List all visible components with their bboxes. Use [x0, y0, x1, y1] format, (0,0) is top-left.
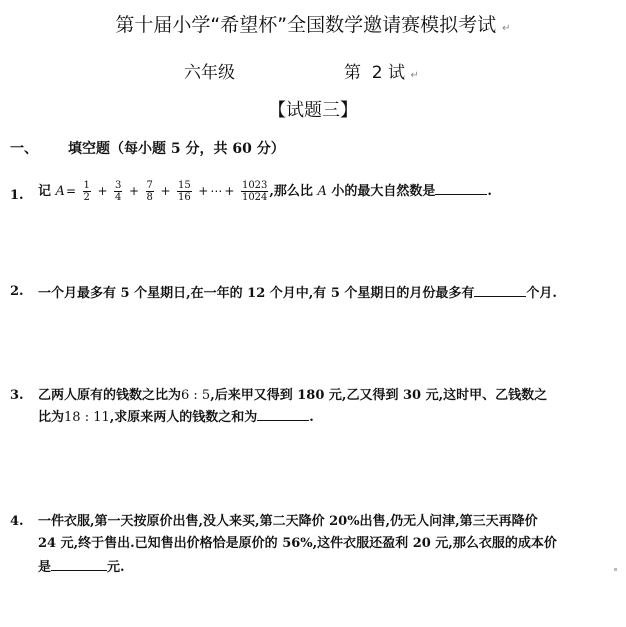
q2-text: 一个月最多有 5 个星期日,在一年的 12 个月中,有 5 个星期日的月份最多有 [38, 286, 475, 301]
q1-fraction: $\frac{1}{2}$ [83, 180, 90, 203]
question-2-number: 2. [10, 284, 24, 299]
question-3-number: 3. [10, 388, 24, 403]
question-1-number: 1. [10, 188, 24, 203]
q3-end: . [309, 410, 314, 425]
q1-fraction: $\frac{7}{8}$ [146, 180, 153, 203]
grade-label: 六年级 [184, 63, 235, 83]
q1-end: . [487, 184, 492, 199]
q1-plus: + [128, 184, 139, 198]
session-label [344, 58, 419, 83]
q1-equals: = [65, 184, 76, 198]
question-1 [38, 180, 492, 203]
answer-blank[interactable] [474, 282, 526, 297]
q1-ellipsis: ⋯ [210, 184, 223, 198]
section-number: 一、 [10, 141, 38, 157]
paragraph-mark-icon: ↵ [502, 23, 511, 34]
q3-text: ,求原来两人的钱数之和为 [109, 410, 258, 425]
exam-title [0, 10, 626, 37]
q1-tail-variable: A [317, 184, 327, 199]
q1-tail-b: 小的最大自然数是 [331, 184, 436, 199]
q1-fraction: $\frac{3}{4}$ [115, 180, 122, 203]
question-3-line-1 [38, 386, 547, 406]
q3-ratio: 18 : 11 [64, 410, 110, 425]
q4-text: 是 [38, 560, 52, 575]
q1-variable: A [55, 184, 65, 199]
question-4-line-1: 一件衣服,第一天按原价出售,没人来买,第二天降价 20%出售,仍无人问津,第三天再降价 [38, 514, 538, 529]
session-text: 第 2 试 [344, 63, 406, 83]
q3-text: ,后来甲又得到 180 元,乙又得到 30 元,这时甲、乙钱数之 [210, 388, 548, 403]
q1-plus: + [224, 184, 235, 198]
q1-fraction: $\frac{15}{16}$ [178, 180, 191, 203]
artifact-dot [614, 568, 617, 571]
q3-text: 比为 [38, 410, 65, 425]
answer-blank[interactable] [257, 406, 309, 421]
q1-plus: + [97, 184, 108, 198]
q2-end: 个月. [526, 286, 557, 301]
q3-text: 乙两人原有的钱数之比为 [38, 388, 182, 403]
q1-fraction: $\frac{1023}{1024}$ [241, 180, 268, 203]
q1-lead: 记 [38, 184, 52, 199]
question-3-line-2 [38, 406, 314, 428]
question-4-line-3 [38, 556, 125, 578]
answer-blank[interactable] [51, 556, 107, 571]
q1-plus: + [198, 184, 209, 198]
question-4-line-2: 24 元,终于售出.已知售出价格恰是原价的 56%,这件衣服还盈利 20 元,那么衣服的成本价 [38, 536, 557, 551]
q4-end: 元. [107, 560, 125, 575]
answer-blank[interactable] [435, 180, 487, 195]
question-4-number: 4. [10, 514, 24, 529]
test-set-label: 【试题三】 [268, 100, 358, 121]
q1-tail: ,那么比 [269, 184, 313, 199]
section-title: 填空题（每小题 5 分，共 60 分） [68, 141, 285, 157]
q3-ratio: 6 : 5 [181, 388, 211, 403]
q1-plus: + [160, 184, 171, 198]
exam-title-text: 第十届小学“希望杯”全国数学邀请赛模拟考试 [115, 14, 497, 36]
paragraph-mark-icon: ↵ [410, 70, 419, 81]
question-2 [38, 282, 557, 304]
